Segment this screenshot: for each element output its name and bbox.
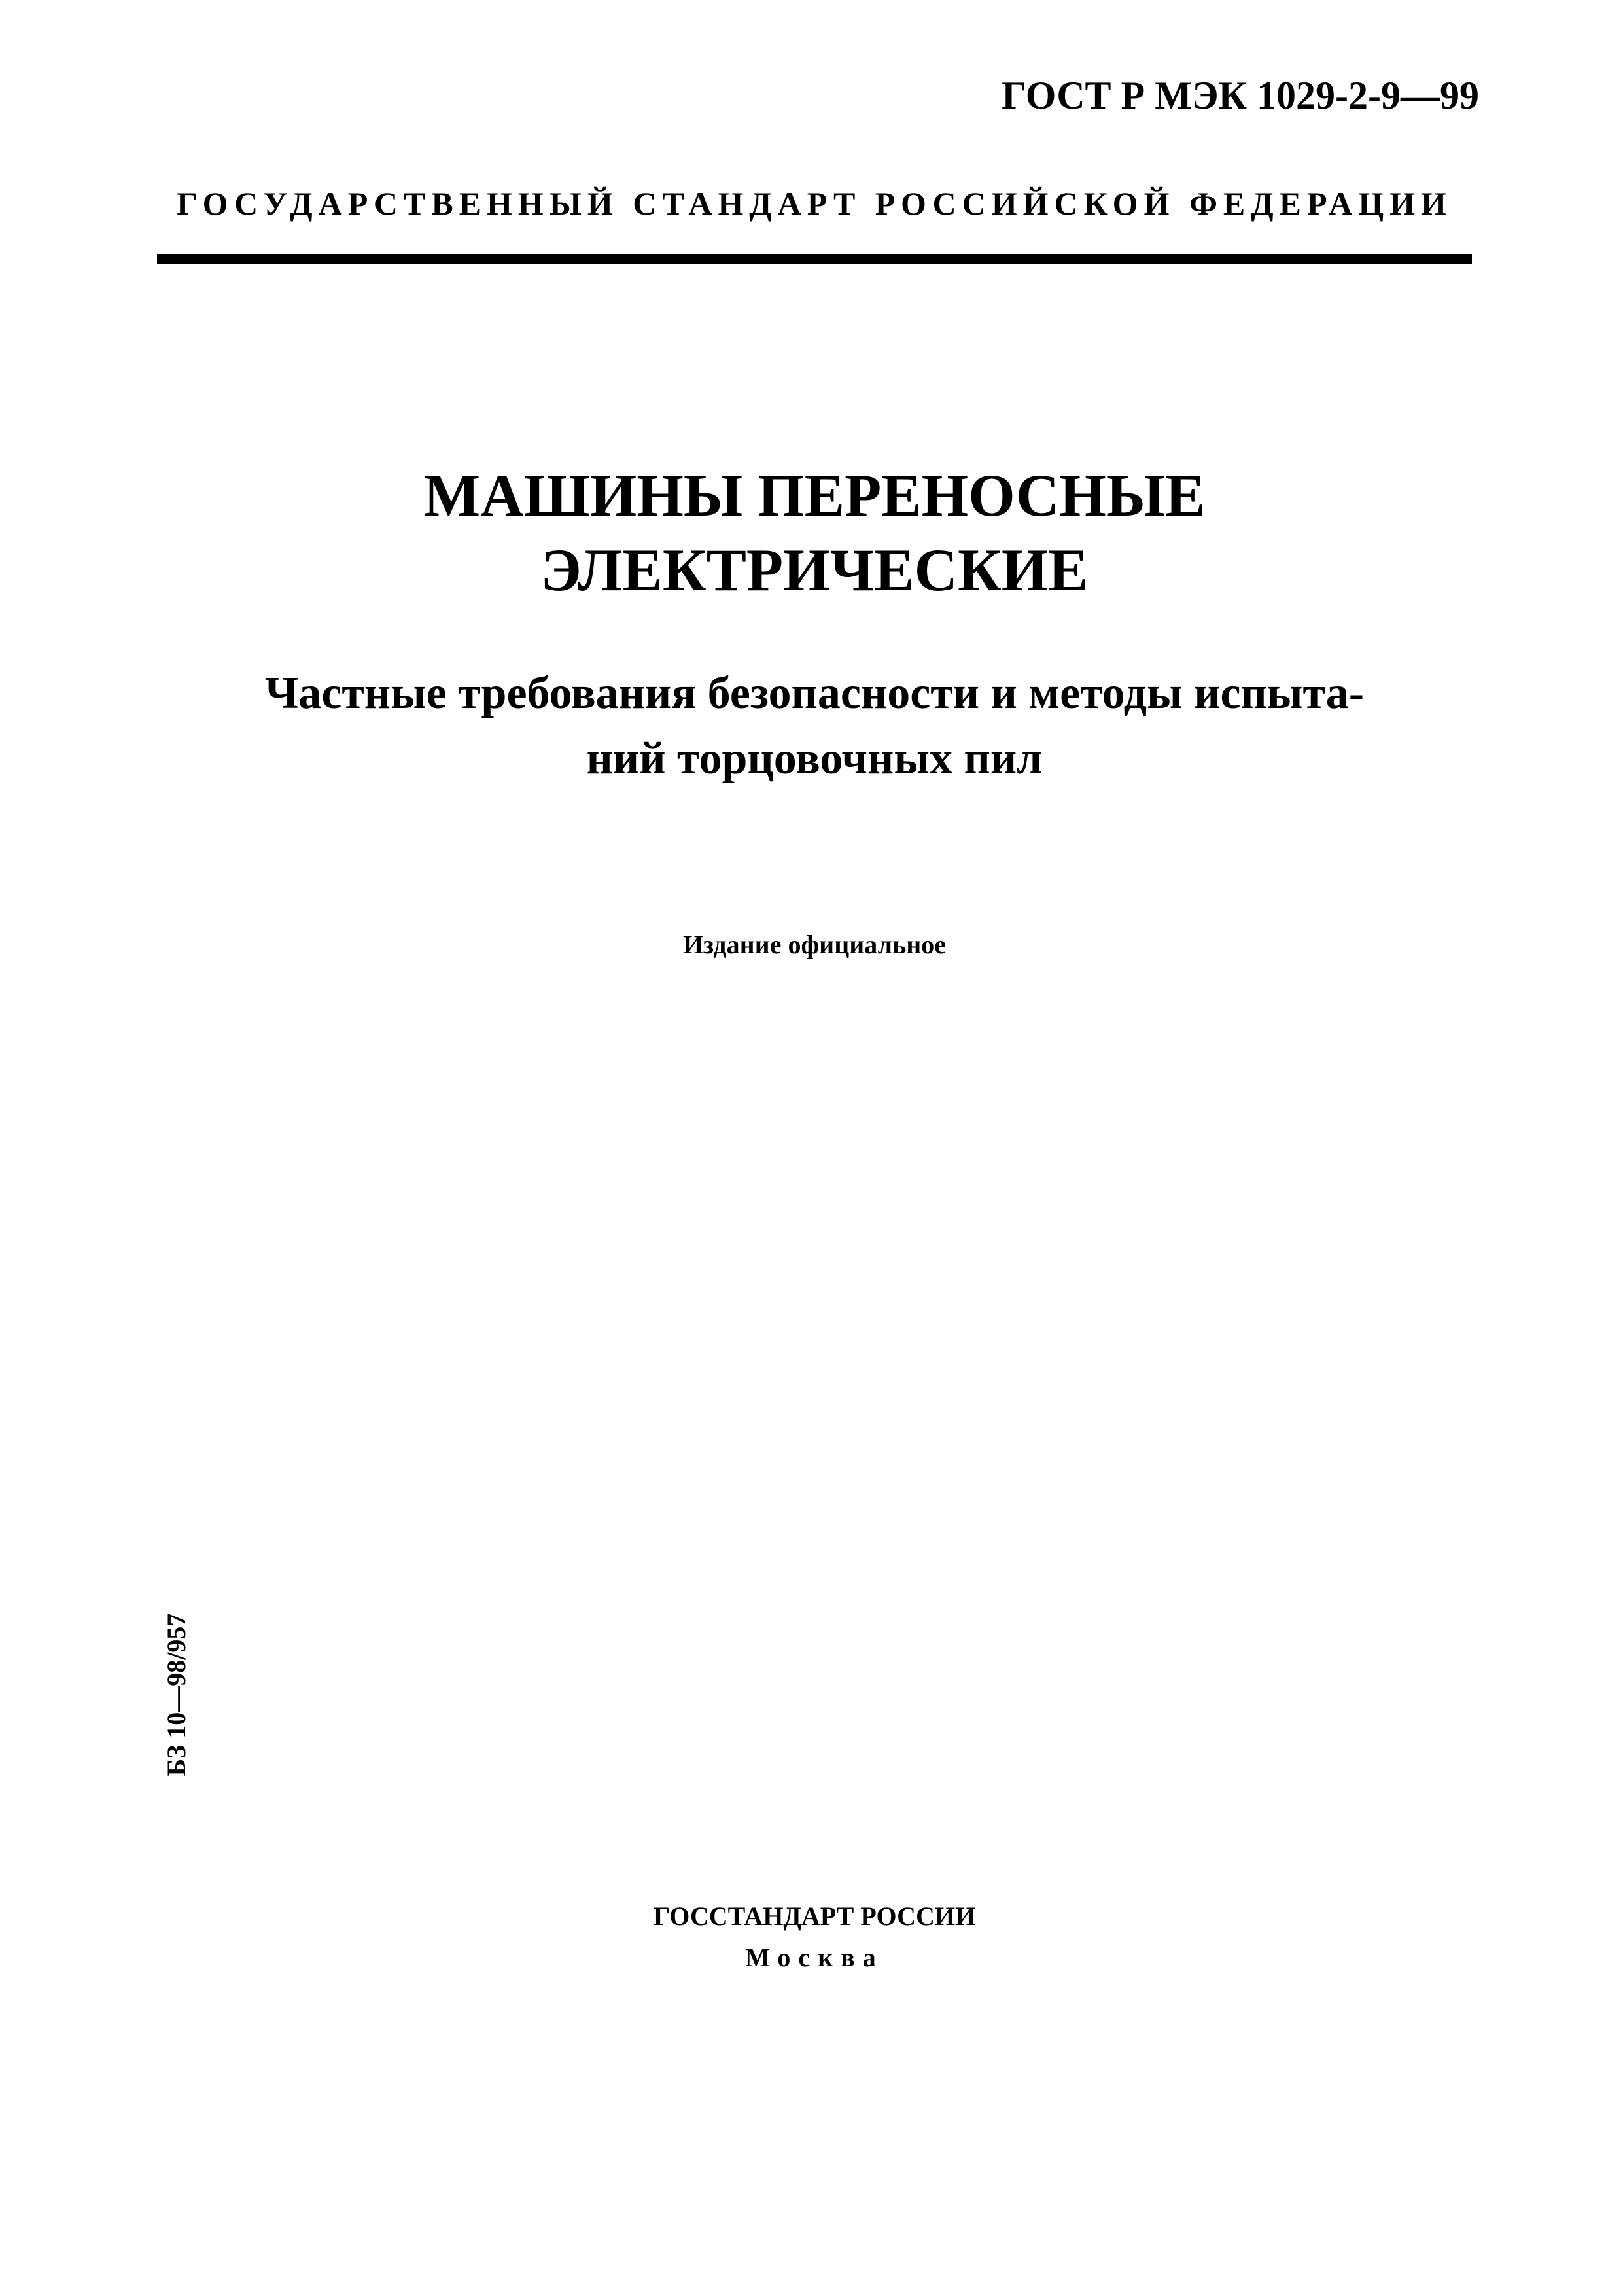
registry-code: БЗ 10—98/957 — [162, 1613, 191, 1776]
main-title-line-2: ЭЛЕКТРИЧЕСКИЕ — [540, 537, 1089, 603]
subtitle-line-2: ний торцовочных пил — [586, 733, 1043, 784]
subtitle — [157, 661, 1472, 792]
registry-code-container — [157, 1590, 196, 1799]
publication-city: Москва — [745, 1943, 884, 1972]
edition-label: Издание официальное — [682, 930, 947, 959]
standard-type-heading: ГОСУДАРСТВЕННЫЙ СТАНДАРТ РОССИЙСКОЙ ФЕДЕРАЦИИ — [177, 185, 1452, 222]
subtitle-line-1: Частные требования безопасности и методы испыта- — [264, 668, 1365, 718]
header-rule — [157, 254, 1472, 264]
document-code: ГОСТ Р МЭК 1029-2-9—99 — [1002, 74, 1479, 117]
main-title-line-1: МАШИНЫ ПЕРЕНОСНЫЕ — [423, 462, 1206, 529]
publisher: ГОССТАНДАРТ РОССИИ — [653, 1901, 976, 1931]
main-title — [157, 458, 1472, 607]
